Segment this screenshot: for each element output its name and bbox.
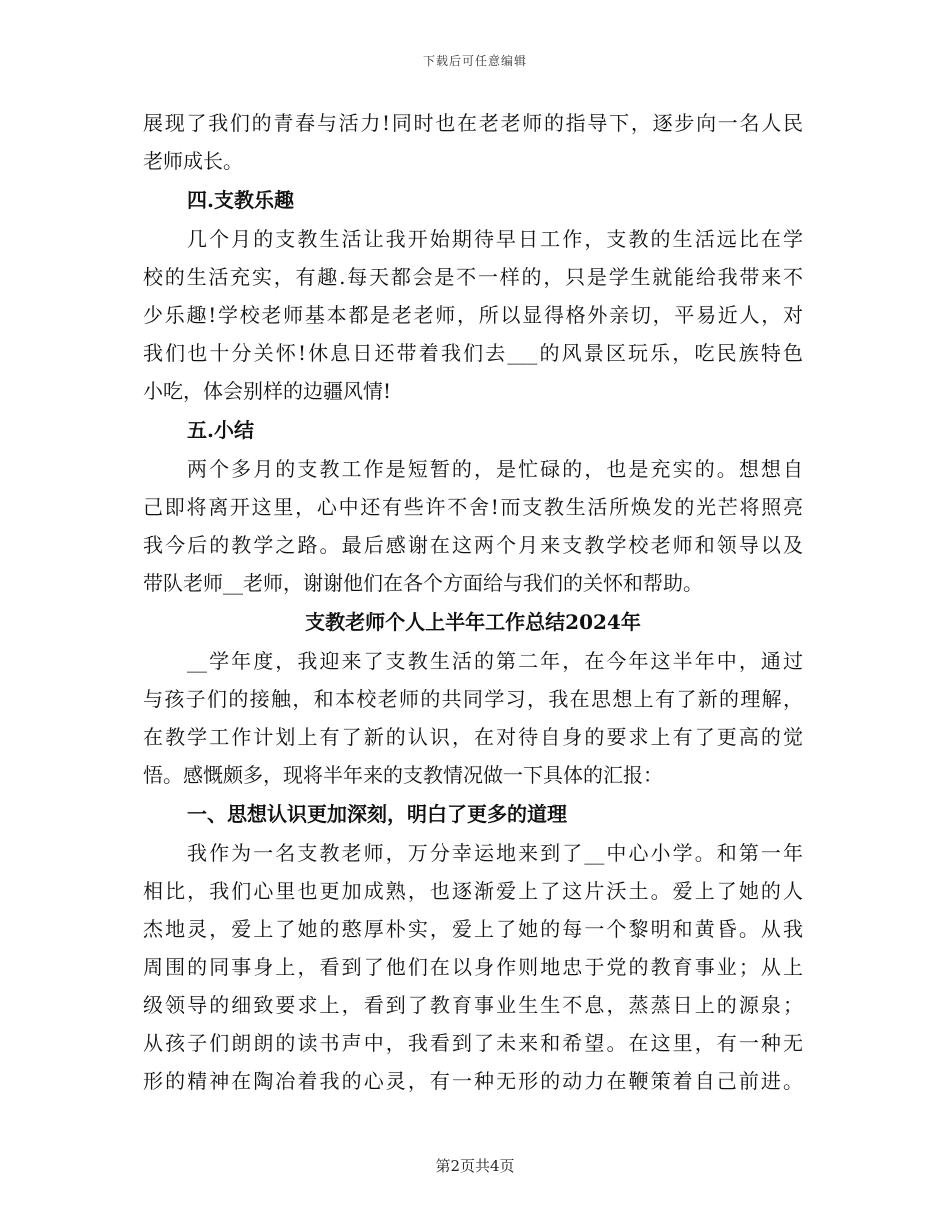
paragraph-line: 校的生活充实，有趣.每天都会是不一样的，只是学生就能给我带来不 [143, 265, 803, 289]
paragraph-line: 小吃，体会别样的边疆风情! [143, 379, 392, 403]
paragraph-line: 形的精神在陶冶着我的心灵，有一种无形的动力在鞭策着自己前进。 [143, 1069, 803, 1093]
header-note: 下载后可任意编辑 [422, 54, 527, 68]
page-number: 第2页共4页 [435, 1157, 515, 1175]
document-title: 支教老师个人上半年工作总结2024年 [305, 610, 641, 634]
section-heading-5: 五.小结 [187, 418, 254, 442]
paragraph-line: 两个多月的支教工作是短暂的，是忙碌的，也是充实的。想想自 [187, 457, 803, 481]
section-heading-1: 一、思想认识更加深刻，明白了更多的道理 [187, 802, 567, 826]
paragraph-line: 从孩子们朗朗的读书声中，我看到了未来和希望。在这里，有一种无 [143, 1031, 803, 1055]
paragraph-line: 老师成长。 [143, 149, 243, 173]
paragraph-line: 我们也十分关怀!休息日还带着我们去___的风景区玩乐，吃民族特色 [143, 341, 803, 365]
paragraph-line: 悟。感慨颇多，现将半年来的支教情况做一下具体的汇报： [143, 763, 663, 787]
paragraph-line: 相比，我们心里也更加成熟，也逐渐爱上了这片沃土。爱上了她的人 [143, 879, 803, 903]
paragraph-line: 与孩子们的接触，和本校老师的共同学习，我在思想上有了新的理解， [143, 687, 803, 711]
paragraph-line: 展现了我们的青春与活力!同时也在老老师的指导下，逐步向一名人民 [143, 111, 803, 135]
paragraph-line: 级领导的细致要求上，看到了教育事业生生不息，蒸蒸日上的源泉； [143, 993, 803, 1017]
paragraph-line: 己即将离开这里，心中还有些许不舍!而支教生活所焕发的光芒将照亮 [143, 495, 803, 519]
paragraph-line: 带队老师__老师，谢谢他们在各个方面给与我们的关怀和帮助。 [143, 571, 703, 595]
paragraph-line: 少乐趣!学校老师基本都是老老师，所以显得格外亲切，平易近人，对 [143, 303, 803, 327]
paragraph-line: 我作为一名支教老师，万分幸运地来到了__中心小学。和第一年 [187, 841, 803, 865]
paragraph-line: 杰地灵，爱上了她的憨厚朴实，爱上了她的每一个黎明和黄昏。从我 [143, 917, 803, 941]
paragraph-line: 我今后的教学之路。最后感谢在这两个月来支教学校老师和领导以及 [143, 533, 803, 557]
paragraph-line: 在教学工作计划上有了新的认识，在对待自身的要求上有了更高的觉 [143, 725, 803, 749]
paragraph-line: 几个月的支教生活让我开始期待早日工作，支教的生活远比在学 [187, 227, 803, 251]
paragraph-line: __学年度，我迎来了支教生活的第二年，在今年这半年中，通过 [187, 649, 803, 673]
document-body [143, 104, 803, 1100]
section-heading-4: 四.支教乐趣 [187, 188, 294, 212]
paragraph-line: 周围的同事身上，看到了他们在以身作则地忠于党的教育事业；从上 [143, 955, 803, 979]
